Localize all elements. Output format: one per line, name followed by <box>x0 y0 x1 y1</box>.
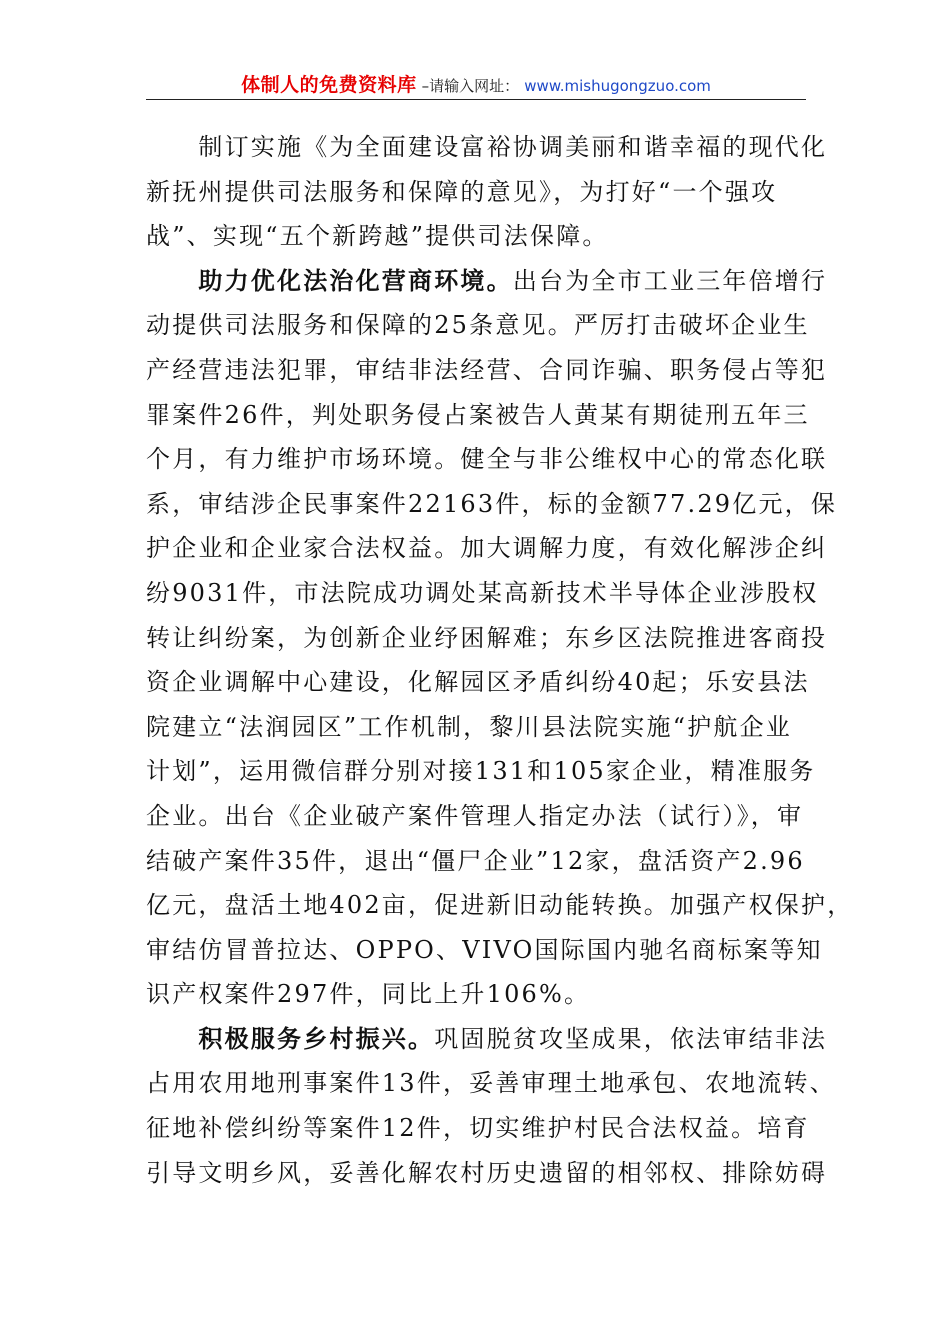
paragraph-2 <box>146 259 854 1017</box>
text-line: 占用农用地刑事案件13件，妥善审理土地承包、农地流转、 <box>146 1069 836 1098</box>
text-line: 企业。出台《企业破产案件管理人指定办法（试行）》，审 <box>146 801 804 830</box>
section-heading-business-environment: 助力优化法治化营商环境。 <box>146 265 513 295</box>
text-line: 制订实施《为全面建设富裕协调美丽和谐幸福的现代化 <box>146 133 828 161</box>
text-line <box>146 1017 828 1062</box>
text-segment: 出台为全市工业三年倍增行 <box>512 266 828 295</box>
section-heading-rural-revitalization: 积极服务乡村振兴。 <box>146 1023 435 1053</box>
text-line: 结破产案件35件，退出“僵尸企业”12家，盘活资产2.96 <box>146 846 805 875</box>
text-segment: 巩固脱贫攻坚成果，依法审结非法 <box>434 1024 828 1053</box>
page-header <box>146 70 806 102</box>
header-divider <box>146 99 806 100</box>
text-line: 个月，有力维护市场环境。健全与非公维权中心的常态化联 <box>146 445 828 474</box>
header-brand: 体制人的免费资料库 <box>241 74 417 96</box>
document-body <box>146 125 854 1195</box>
text-line: 新抚州提供司法服务和保障的意见》，为打好“一个强攻 <box>146 177 778 206</box>
text-line: 院建立“法润园区”工作机制，黎川县法院实施“护航企业 <box>146 712 793 741</box>
text-line: 亿元，盘活土地402亩，促进新旧动能转换。加强产权保护， <box>146 891 854 920</box>
text-line: 护企业和企业家合法权益。加大调解力度，有效化解涉企纠 <box>146 534 828 563</box>
text-line: 资企业调解中心建设，化解园区矛盾纠纷40起；乐安县法 <box>146 668 810 697</box>
text-line: 引导文明乡风，妥善化解农村历史遗留的相邻权、排除妨碍 <box>146 1158 828 1187</box>
text-line: 计划”，运用微信群分别对接131和105家企业，精准服务 <box>146 757 816 786</box>
paragraph-1 <box>146 125 828 259</box>
text-line: 罪案件26件，判处职务侵占案被告人黄某有期徒刑五年三 <box>146 400 810 429</box>
text-line: 纷9031件，市法院成功调处某高新技术半导体企业涉股权 <box>146 578 819 607</box>
paragraph-3 <box>146 1017 836 1195</box>
text-line: 审结仿冒普拉达、OPPO、VIVO国际国内驰名商标案等知 <box>146 935 823 964</box>
text-line: 识产权案件297件，同比上升106%。 <box>146 980 591 1009</box>
text-line: 系，审结涉企民事案件22163件，标的金额77.29亿元，保 <box>146 489 838 518</box>
text-line: 产经营违法犯罪，审结非法经营、合同诈骗、职务侵占等犯 <box>146 355 828 384</box>
text-line: 战”、实现“五个新跨越”提供司法保障。 <box>146 222 609 251</box>
text-line <box>146 259 828 304</box>
text-line: 征地补偿纠纷等案件12件，切实维护村民合法权益。培育 <box>146 1114 810 1143</box>
text-line: 动提供司法服务和保障的25条意见。严厉打击破坏企业生 <box>146 311 810 340</box>
header-separator: –请输入网址： <box>421 77 520 95</box>
text-line: 转让纠纷案，为创新企业纾困解难；东乡区法院推进客商投 <box>146 623 828 652</box>
header-url-link[interactable]: www.mishugongzuo.com <box>524 77 711 95</box>
